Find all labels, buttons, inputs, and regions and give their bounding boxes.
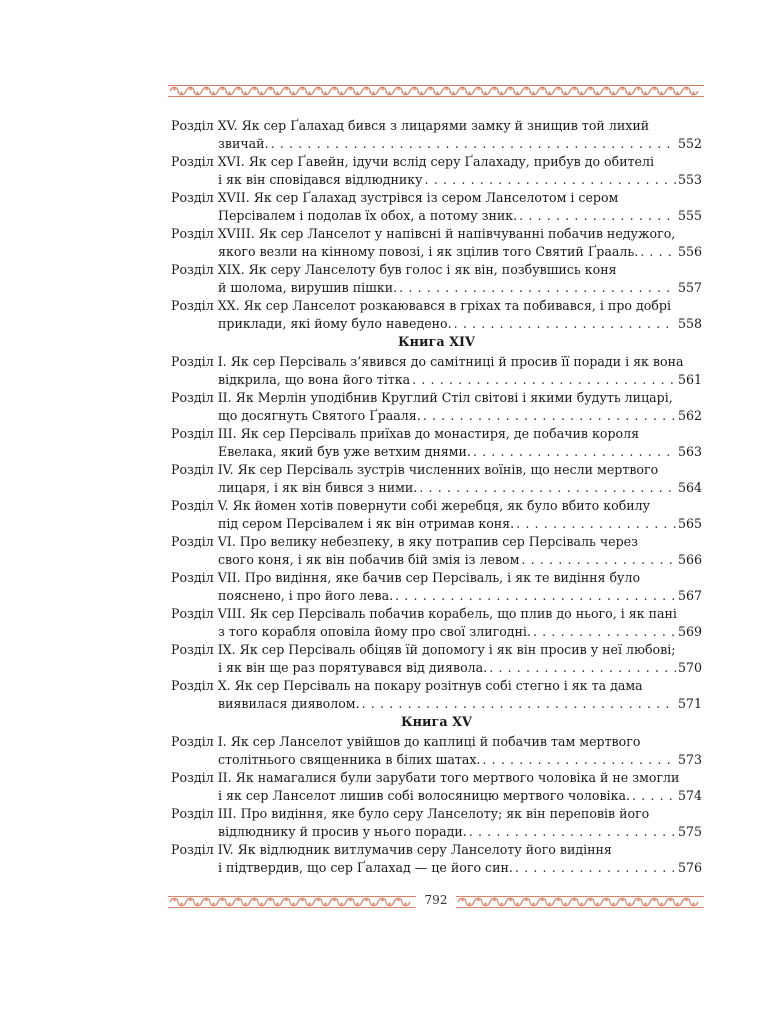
chapter-title-line2: лицаря, і як він бився з ними. — [218, 480, 418, 495]
chapter-title-line2: приклади, які йому було наведено. — [218, 316, 452, 331]
toc-entry[interactable] — [171, 769, 702, 805]
chapter-page-number: 564 — [677, 480, 702, 495]
toc-entry[interactable] — [171, 461, 702, 497]
chapter-title-line1: Розділ II. Як Мерлін уподібнив Круглий Стіл світові і якими будуть лицарі, — [171, 390, 673, 405]
chapter-title-line2-row — [171, 695, 702, 713]
chapter-title-line1: Розділ III. Як сер Персіваль приїхав до монастиря, де побачив короля — [171, 426, 640, 441]
dot-leader — [516, 515, 676, 533]
chapter-title-line2-row — [171, 171, 702, 189]
bottom-right-ornament-border — [456, 895, 704, 909]
toc-entry[interactable] — [171, 841, 702, 877]
chapter-title-line2-row — [171, 787, 702, 805]
chapter-title-line1: Розділ XIX. Як серу Ланселоту був голос і як він, позбувшись коня — [171, 262, 617, 277]
chapter-title-line2-row — [171, 623, 702, 641]
dot-leader — [473, 443, 676, 461]
chapter-page-number: 555 — [677, 208, 702, 223]
chapter-title-line2: якого везли на кінному повозі, і як зцілив того Святий Ґрааль. — [218, 244, 639, 259]
toc-entry[interactable] — [171, 261, 702, 297]
toc-entry[interactable] — [171, 389, 702, 425]
toc-entry[interactable] — [171, 153, 702, 189]
chapter-title-line1: Розділ XV. Як сер Ґалахад бився з лицарями замку й знищив той лихий — [171, 118, 650, 133]
chapter-title-line1: Розділ I. Як сер Персіваль з’явився до самітниці й просив її поради і як вона — [171, 354, 684, 369]
chapter-title-line1: Розділ XX. Як сер Ланселот розкаювався в гріхах та побивався, і про добрі — [171, 298, 671, 313]
chapter-page-number: 570 — [677, 660, 702, 675]
dot-leader — [469, 823, 676, 841]
toc-entry[interactable] — [171, 497, 702, 533]
dot-leader — [515, 859, 676, 877]
chapter-page-number: 562 — [677, 408, 702, 423]
ornament-pattern — [456, 895, 704, 909]
toc-entry[interactable] — [171, 117, 702, 153]
dot-leader — [399, 279, 676, 297]
chapter-page-number: 573 — [677, 752, 702, 767]
dot-leader — [271, 135, 676, 153]
chapter-title-line1: Розділ VIII. Як сер Персіваль побачив корабель, що плив до нього, і як пані — [171, 606, 677, 621]
chapter-title-line1: Розділ VI. Про велику небезпеку, в яку потрапив сер Персіваль через — [171, 534, 639, 549]
chapter-title-line2: і як сер Ланселот лишив собі волосяницю мертвого чоловіка. — [218, 788, 630, 803]
dot-leader — [395, 587, 676, 605]
table-of-contents — [171, 117, 702, 877]
chapter-title-line2-row — [171, 443, 702, 461]
chapter-title-line2-row — [171, 243, 702, 261]
chapter-title-line2-row — [171, 207, 702, 225]
chapter-title-line2: відлюднику й просив у нього поради. — [218, 824, 467, 839]
toc-entry[interactable] — [171, 733, 702, 769]
chapter-title-line1: Розділ IV. Як сер Персіваль зустрів численних воїнів, що несли мертвого — [171, 462, 659, 477]
chapter-title-line2-row — [171, 371, 702, 389]
dot-leader — [454, 315, 676, 333]
toc-entry[interactable] — [171, 297, 702, 333]
chapter-title-line1: Розділ III. Про видіння, яке було серу Ланселоту; як він переповів його — [171, 806, 650, 821]
chapter-page-number: 575 — [677, 824, 702, 839]
ornament-pattern — [168, 84, 704, 98]
chapter-title-line2-row — [171, 135, 702, 153]
chapter-page-number: 563 — [677, 444, 702, 459]
toc-entry[interactable] — [171, 605, 702, 641]
chapter-title-line2: Персівалем і подолав їх обох, а потому зник. — [218, 208, 518, 223]
dot-leader — [521, 551, 676, 569]
dot-leader — [362, 695, 676, 713]
dot-leader — [519, 207, 676, 225]
book-heading: Книга XIV — [398, 335, 475, 350]
chapter-title-line2-row — [171, 407, 702, 425]
chapter-page-number: 567 — [677, 588, 702, 603]
dot-leader — [482, 751, 676, 769]
dot-leader — [533, 623, 676, 641]
chapter-title-line2: й шолома, вирушив пішки. — [218, 280, 398, 295]
chapter-title-line2: Евелака, який був уже ветхим днями. — [218, 444, 471, 459]
dot-leader — [412, 371, 676, 389]
chapter-title-line2-row — [171, 823, 702, 841]
chapter-title-line2-row — [171, 859, 702, 877]
chapter-title-line2-row — [171, 315, 702, 333]
chapter-title-line2-row — [171, 751, 702, 769]
toc-entry[interactable] — [171, 533, 702, 569]
toc-entry[interactable] — [171, 677, 702, 713]
chapter-title-line2: під сером Персівалем і як він отримав коня. — [218, 516, 515, 531]
chapter-title-line1: Розділ XVI. Як сер Ґавейн, ідучи вслід серу Ґалахаду, прибув до обителі — [171, 154, 655, 169]
chapter-title-line1: Розділ V. Як йомен хотів повернути собі жеребця, як було вбито кобилу — [171, 498, 651, 513]
chapter-page-number: 561 — [677, 372, 702, 387]
chapter-title-line1: Розділ X. Як сер Персіваль на покару розітнув собі стегно і як та дама — [171, 678, 643, 693]
chapter-page-number: 553 — [677, 172, 702, 187]
dot-leader — [640, 243, 676, 261]
chapter-title-line2: відкрила, що вона його тітка — [218, 372, 411, 387]
chapter-title-line1: Розділ XVII. Як сер Ґалахад зустрівся із сером Ланселотом і сером — [171, 190, 619, 205]
chapter-title-line1: Розділ I. Як сер Ланселот увійшов до каплиці й побачив там мертвого — [171, 734, 641, 749]
dot-leader — [425, 171, 676, 189]
chapter-page-number: 566 — [677, 552, 702, 567]
chapter-page-number: 557 — [677, 280, 702, 295]
chapter-title-line2: пояснено, і про його лева. — [218, 588, 394, 603]
toc-entry[interactable] — [171, 353, 702, 389]
chapter-title-line2-row — [171, 587, 702, 605]
toc-entry[interactable] — [171, 805, 702, 841]
toc-entry[interactable] — [171, 425, 702, 461]
chapter-page-number: 571 — [677, 696, 702, 711]
chapter-page-number: 558 — [677, 316, 702, 331]
chapter-title-line2: з того корабля оповіла йому про свої злигодні. — [218, 624, 531, 639]
chapter-title-line1: Розділ IV. Як відлюдник витлумачив серу Ланселоту його видіння — [171, 842, 612, 857]
chapter-title-line2: виявилася дияволом. — [218, 696, 360, 711]
chapter-title-line2-row — [171, 659, 702, 677]
bottom-left-ornament-border — [168, 895, 416, 909]
chapter-title-line2: і підтвердив, що сер Ґалахад — це його син. — [218, 860, 513, 875]
chapter-page-number: 574 — [677, 788, 702, 803]
page-number: 792 — [424, 893, 448, 907]
chapter-title-line1: Розділ VII. Про видіння, яке бачив сер Персіваль, і як те видіння було — [171, 570, 641, 585]
chapter-title-line2-row — [171, 279, 702, 297]
chapter-title-line2: і як він ще раз порятувався від диявола. — [218, 660, 488, 675]
toc-entry[interactable] — [171, 641, 702, 677]
dot-leader — [423, 407, 676, 425]
chapter-page-number: 565 — [677, 516, 702, 531]
book-heading: Книга XV — [401, 715, 472, 730]
chapter-page-number: 556 — [677, 244, 702, 259]
chapter-title-line1: Розділ IX. Як сер Персіваль обіцяв їй допомогу і як він просив у неї любові; — [171, 642, 676, 657]
top-ornament-border — [168, 84, 704, 98]
toc-entry[interactable] — [171, 189, 702, 225]
chapter-title-line2-row — [171, 551, 702, 569]
toc-entry[interactable] — [171, 569, 702, 605]
chapter-title-line2: свого коня, і як він побачив бій змія із левом — [218, 552, 520, 567]
toc-entry[interactable] — [171, 225, 702, 261]
ornament-pattern — [168, 895, 416, 909]
chapter-title-line2-row — [171, 479, 702, 497]
dot-leader — [632, 787, 676, 805]
chapter-title-line2-row — [171, 515, 702, 533]
chapter-page-number: 576 — [677, 860, 702, 875]
chapter-page-number: 552 — [677, 136, 702, 151]
chapter-title-line2: столітнього священника в білих шатах. — [218, 752, 481, 767]
chapter-title-line1: Розділ XVIII. Як сер Ланселот у напівсні й напівчуванні побачив недужого, — [171, 226, 676, 241]
chapter-title-line2: і як він сповідався відлюднику — [218, 172, 423, 187]
dot-leader — [419, 479, 676, 497]
chapter-title-line1: Розділ II. Як намагалися були зарубати того мертвого чоловіка й не змогли — [171, 770, 680, 785]
chapter-title-line2: звичай. — [218, 136, 269, 151]
dot-leader — [489, 659, 676, 677]
chapter-title-line2: що досягнуть Святого Ґрааля. — [218, 408, 421, 423]
chapter-page-number: 569 — [677, 624, 702, 639]
